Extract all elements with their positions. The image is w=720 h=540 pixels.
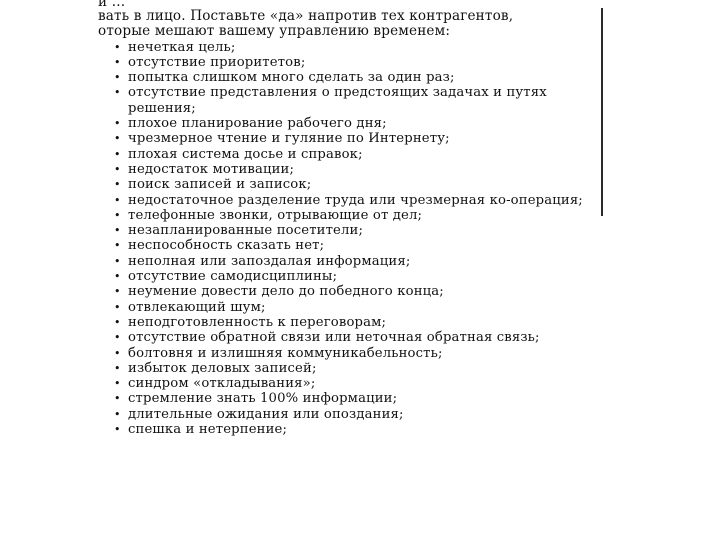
header-line: оторые мешают вашему управлению временем:: [98, 24, 451, 40]
list-item-text: недостаток мотивации;: [128, 161, 295, 177]
list-item: [114, 162, 604, 177]
list-item-text: отвлекающий шум;: [128, 299, 266, 315]
list-item: [114, 330, 604, 345]
bullet-icon: •: [114, 162, 121, 176]
list-item-text: длительные ожидания или опоздания;: [128, 406, 404, 422]
bullet-icon: •: [114, 407, 121, 421]
list-item: [114, 147, 604, 162]
bullet-icon: •: [114, 254, 121, 268]
list-item-text: избыток деловых записей;: [128, 360, 317, 376]
bullet-icon: •: [114, 423, 121, 437]
list-item: [114, 238, 604, 253]
list-item: [114, 391, 604, 406]
list-item-text: отсутствие приоритетов;: [128, 54, 306, 70]
bullet-icon: •: [114, 315, 121, 329]
list-item: [114, 55, 604, 70]
bullet-icon: •: [114, 361, 121, 375]
list-item: [114, 177, 604, 192]
list-item: [114, 40, 604, 55]
header-line-cut: и …: [98, 0, 126, 9]
bullet-icon: •: [114, 270, 121, 284]
list-item-text: болтовня и излишняя коммуникабельность;: [128, 345, 443, 361]
list-item-text: неспособность сказать нет;: [128, 238, 325, 254]
list-item-text: поиск записей и записок;: [128, 177, 312, 193]
list-item: [114, 269, 604, 284]
list-item-text: спешка и нетерпение;: [128, 422, 288, 438]
header-line: вать в лицо. Поставьте «да» напротив тех контрагентов,: [98, 9, 514, 24]
bullet-icon: •: [114, 178, 121, 192]
list-item-text: стремление знать 100% информации;: [128, 391, 398, 407]
list-item-text: недостаточное разделение труда или чрезмерная ко-операция;: [128, 192, 583, 208]
list-item: [114, 116, 604, 131]
list-item: [114, 254, 604, 269]
list-item: [114, 346, 604, 361]
list-item-text: чрезмерное чтение и гуляние по Интернету;: [128, 131, 450, 147]
list-item-text: синдром «откладывания»;: [128, 376, 316, 392]
bullet-icon: •: [114, 132, 121, 146]
bullet-icon: •: [114, 377, 121, 391]
list-item: [114, 407, 604, 422]
bullet-icon: •: [114, 392, 121, 406]
list-item: [114, 131, 604, 146]
list-item: [114, 315, 604, 330]
bullet-icon: •: [114, 300, 121, 314]
list-item: [114, 70, 604, 85]
list-item-text: нечеткая цель;: [128, 39, 236, 55]
bullet-icon: •: [114, 331, 121, 345]
list-item: [114, 208, 604, 223]
list-item-text: плохая система досье и справок;: [128, 146, 363, 162]
bullet-icon: •: [114, 86, 121, 100]
bullet-icon: •: [114, 117, 121, 131]
list-item-text: неполная или запоздалая информация;: [128, 253, 411, 269]
list-item-text: отсутствие самодисциплины;: [128, 269, 338, 285]
list-item-text: телефонные звонки, отрывающие от дел;: [128, 207, 423, 223]
list-item: [114, 193, 604, 208]
list-item: [114, 85, 604, 116]
bullet-icon: •: [114, 55, 121, 69]
bullet-icon: •: [114, 346, 121, 360]
obstacles-list: [114, 40, 604, 438]
bullet-icon: •: [114, 40, 121, 54]
list-item-text: отсутствие обратной связи или неточная обратная связь;: [128, 330, 540, 346]
list-item-text: неумение довести дело до победного конца;: [128, 284, 444, 300]
list-item: [114, 223, 604, 238]
list-item-text: отсутствие представления о предстоящих задачах и путях решения;: [128, 85, 547, 116]
list-item-text: плохое планирование рабочего дня;: [128, 116, 387, 132]
list-item-text: неподготовленность к переговорам;: [128, 314, 387, 330]
bullet-icon: •: [114, 147, 121, 161]
scanned-document: [98, 0, 604, 512]
list-item-text: незапланированные посетители;: [128, 223, 364, 239]
list-item: [114, 284, 604, 299]
bullet-icon: •: [114, 285, 121, 299]
bullet-icon: •: [114, 71, 121, 85]
bullet-icon: •: [114, 193, 121, 207]
bullet-icon: •: [114, 208, 121, 222]
list-item-text: попытка слишком много сделать за один раз;: [128, 70, 455, 86]
bullet-icon: •: [114, 224, 121, 238]
list-item: [114, 422, 604, 437]
vertical-rule: [601, 8, 603, 216]
list-item: [114, 361, 604, 376]
bullet-icon: •: [114, 239, 121, 253]
list-item: [114, 300, 604, 315]
list-item: [114, 376, 604, 391]
